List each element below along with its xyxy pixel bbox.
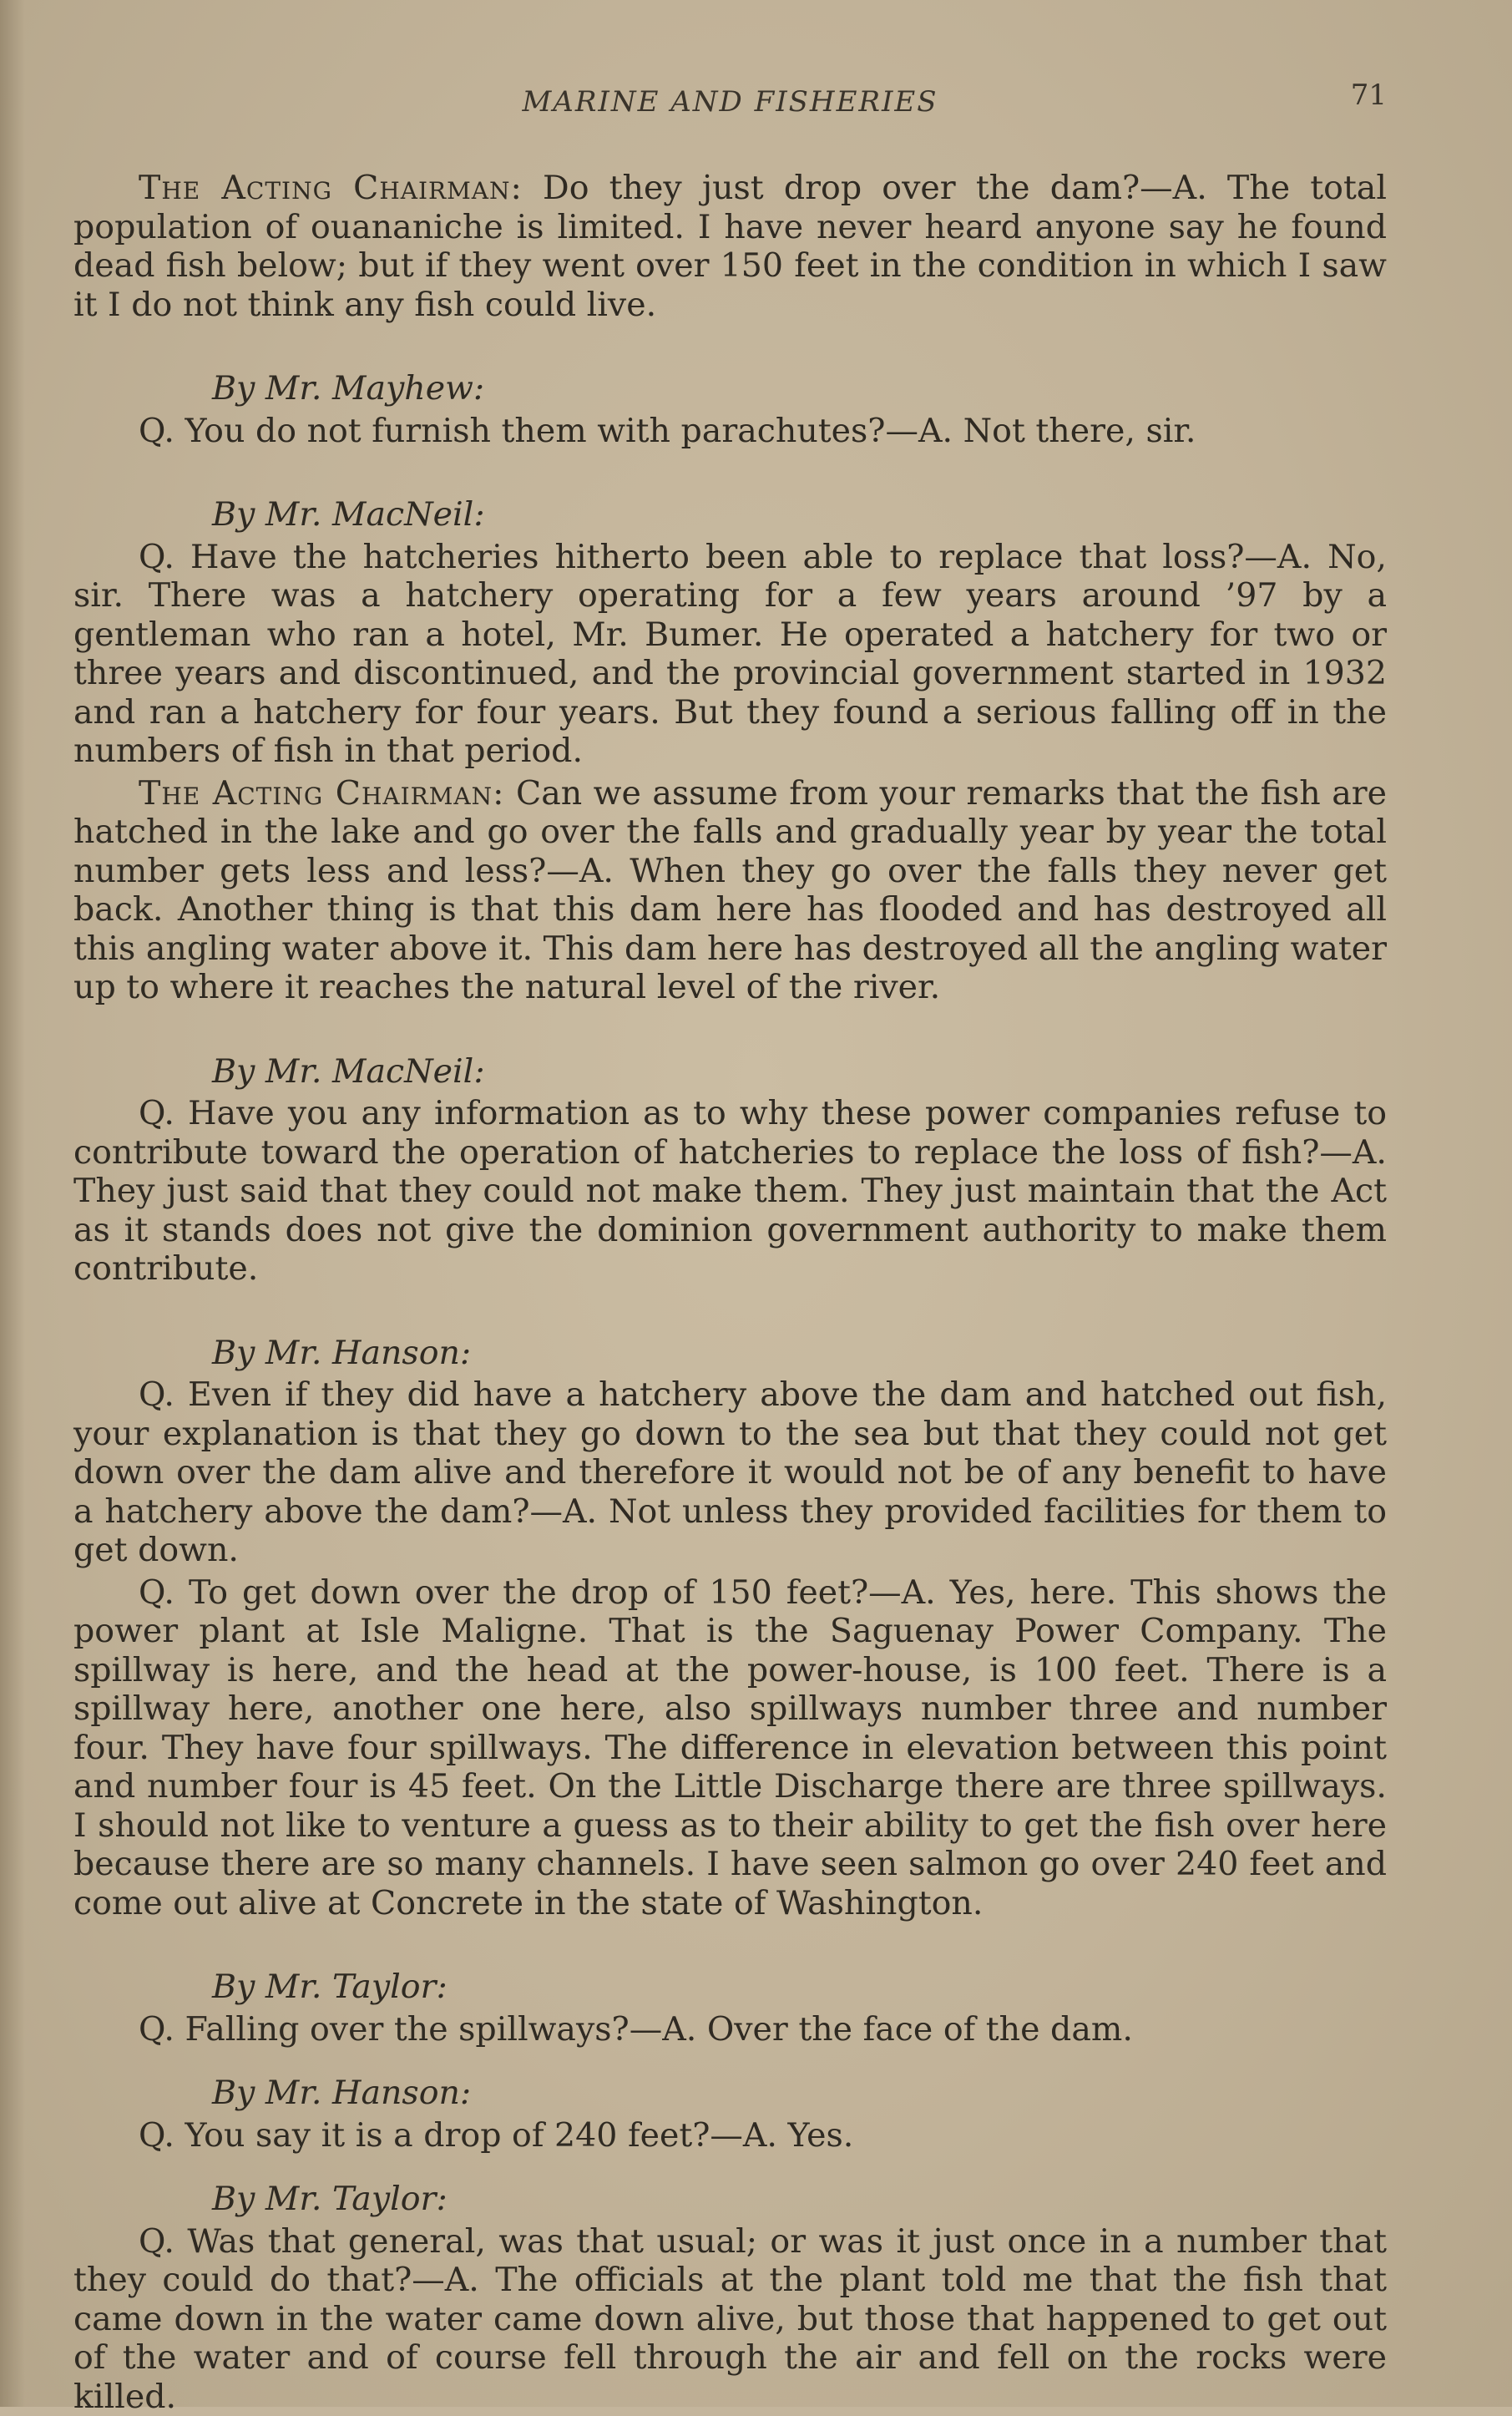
paragraph: Q. You do not furnish them with parachutes?—A. Not there, sir. (73, 412, 1387, 451)
questioner-heading: By Mr. Taylor: (212, 2180, 1387, 2219)
questioner-heading: By Mr. Mayhew: (212, 369, 1387, 408)
paragraph: Q. You say it is a drop of 240 feet?—A. Yes. (73, 2116, 1387, 2155)
page-gutter-shadow (0, 0, 25, 2407)
speaker-label: The Acting Chairman: (139, 169, 523, 207)
paragraph: Q. Have you any information as to why these power companies refuse to contribute toward the operation of hatcheries to replace the loss of fish?—A. They just said that they could not make them. They just maintain that the Act as it stands does not give the dominion government authority to make them contribute. (73, 1094, 1387, 1289)
paragraph (73, 774, 1387, 1007)
running-title: MARINE AND FISHERIES (73, 85, 1387, 119)
paragraph: Q. To get down over the drop of 150 feet?—A. Yes, here. This shows the power plant at Isle Maligne. That is the Saguenay Power Company. The spillway is here, and the head at the power-house, is 100 feet. There is a spillway here, another one here, also spillways number three and number four. They have four spillways. The difference in elevation between this point and number four is 45 feet. On the Little Discharge there are three spillways. I should not like to venture a guess as to their ability to get the fish over here because there are so many channels. I have seen salmon go over 240 feet and come out alive at Concrete in the state of Washington. (73, 1573, 1387, 1923)
questioner-heading: By Mr. Hanson: (212, 1334, 1387, 1373)
paragraph: Q. Even if they did have a hatchery above the dam and hatched out fish, your explanation is that they go down to the sea but that they could not get down over the dam alive and therefore it would not be of any benefit to have a hatchery above the dam?—A. Not unless they provided facilities for them to get down. (73, 1375, 1387, 1570)
questioner-heading: By Mr. MacNeil: (212, 495, 1387, 534)
paragraph-text: Can we assume from your remarks that the fish are hatched in the lake and go over the falls and gradually year by year the total number gets less and less?—A. When they go over the falls they never get back. Another thing is that this dam here has flooded and has destroyed all this angling water above it. This dam here has destroyed all the angling water up to where it reaches the natural level of the river. (73, 774, 1387, 1007)
questioner-heading: By Mr. Hanson: (212, 2074, 1387, 2113)
paragraph-text: Do they just drop over the dam?—A. The total population of ouananiche is limited. I have never heard anyone say he found dead fish below; but if they went over 150 feet in the condition in which I saw it I do not think any fish could live. (73, 169, 1387, 324)
questioner-heading: By Mr. MacNeil: (212, 1052, 1387, 1092)
questioner-heading: By Mr. Taylor: (212, 1968, 1387, 2007)
paragraph: Q. Was that general, was that usual; or was it just once in a number that they could do that?—A. The officials at the plant told me that the fish that came down in the water came down alive, but those that happened to get out of the water and of course fell through the air and fell on the rocks were killed. (73, 2222, 1387, 2416)
paragraph: Q. Have the hatcheries hitherto been able to replace that loss?—A. No, sir. There was a hatchery operating for a few years around ’97 by a gentleman who ran a hotel, Mr. Bumer. He operated a hatchery for two or three years and discontinued, and the provincial government started in 1932 and ran a hatchery for four years. But they found a serious falling off in the numbers of fish in that period. (73, 538, 1387, 771)
paragraph (73, 169, 1387, 324)
paragraph: Q. Falling over the spillways?—A. Over the face of the dam. (73, 2010, 1387, 2049)
running-head (73, 67, 1387, 125)
speaker-label: The Acting Chairman: (139, 774, 504, 813)
page-number: 71 (1351, 79, 1387, 112)
page-body (73, 169, 1387, 2416)
